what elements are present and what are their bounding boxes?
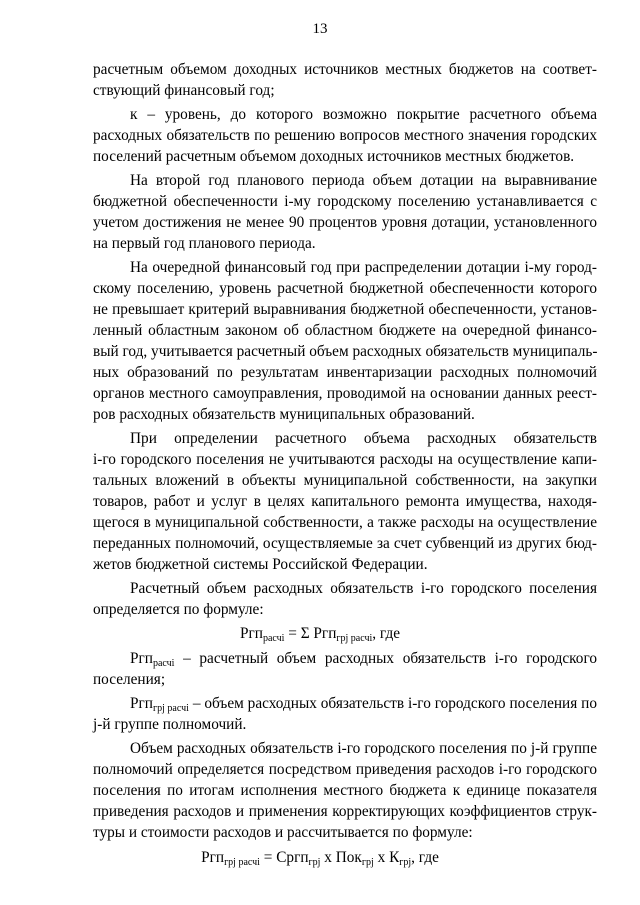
formula-term: x Пок [320, 849, 362, 866]
definition-symbol: Ргп [130, 650, 153, 667]
text-line: ствующий финансовый год; [93, 82, 275, 99]
text-line: поселений расчетным объемом доходных источников местных бюджетов. [93, 148, 575, 165]
text-line: не превышает критерий выравнивания бюджетной обеспеченности, установ- [93, 301, 597, 318]
text-line: поселения; [93, 671, 166, 688]
text-line: определяется по формуле: [93, 601, 264, 618]
definition-1 [130, 649, 597, 669]
formula-subscript: грj [361, 857, 374, 868]
formula-subscript: грj [399, 857, 412, 868]
text-line: бюджетной обеспеченности i-му городскому поселению устанавливается с [93, 193, 597, 210]
formula-subscript: грj расчi [224, 857, 260, 868]
text-line: органов местного самоуправления, проводимой на основании данных реест- [93, 385, 597, 402]
text-line: товаров, работ и услуг в целях капитального ремонта имущества, находя- [93, 493, 597, 510]
text-line: учетом достижения не менее 90 процентов уровня дотации, установленного [93, 214, 597, 231]
definition-text: – объем расходных обязательств i-го городского поселения по [192, 695, 597, 712]
text-line: ных образований по результатам инвентаризации расходных полномочий [93, 364, 597, 381]
text-line: щегося в муниципальной собственности, а также расходы на осуществление [93, 514, 597, 531]
text-line: ров расходных обязательств муниципальных образований. [93, 406, 475, 423]
formula-symbol: Ргп [239, 625, 263, 642]
formula-tail: , где [372, 625, 401, 642]
definition-subscript: грj расчi [152, 703, 189, 714]
text-line: поселения по итогам исполнения местного бюджета к единице показателя [93, 782, 597, 799]
definition-subscript: расчi [152, 658, 175, 669]
text-line: На второй год планового периода объем дотации на выравнивание [130, 172, 597, 189]
text-line: полномочий определяется посредством приведения расходов i-го городского [93, 761, 597, 778]
text-line: на первый год планового периода. [93, 235, 316, 252]
formula-symbol: Ргп [201, 849, 225, 866]
text-line: тальных вложений в объекты муниципальной собственности, на закупки [93, 472, 597, 489]
text-line: жетов бюджетной системы Российской Федерации. [93, 556, 428, 573]
definition-symbol: Ргп [130, 695, 153, 712]
text-line: Расчетный объем расходных обязательств i-го городского поселения [130, 580, 597, 597]
text-line: расчетным объемом доходных источников местных бюджетов на соответ- [93, 61, 597, 78]
formula-subscript: грj расчi [336, 633, 373, 644]
text-line: Объем расходных обязательств i-го городского поселения по j-й группе [130, 740, 597, 757]
text-line: скому поселению, уровень расчетной бюджетной обеспеченности которого [93, 280, 597, 297]
formula-subscript: расчi [262, 633, 285, 644]
text-line: вый год, учитывается расчетный объем расходных обязательств муниципаль- [93, 343, 598, 360]
formula-operator: = Σ Ргп [284, 625, 337, 642]
page-number: 13 [312, 21, 328, 37]
text-line: переданных полномочий, осуществляемые за счет субвенций из других бюд- [93, 535, 597, 552]
definition-text: – расчетный объем расходных обязательств i-го городского [183, 650, 597, 667]
text-line: i-го городского поселения не учитываются расходы на осуществление капи- [93, 451, 597, 468]
text-line: j-й группе полномочий. [93, 716, 247, 733]
formula-tail: , где [411, 849, 439, 866]
text-line: расходных обязательств по решению вопросов местного значения городских [93, 127, 597, 144]
text-line: ленный областным законом об областном бюджете на очередной финансо- [93, 322, 597, 339]
formula-term: = Сргп [259, 849, 309, 866]
text-line: туры и стоимости расходов и рассчитывается по формуле: [93, 824, 473, 841]
formula-subscript: грj [308, 857, 321, 868]
text-line: При определении расчетного объема расходных обязательств [130, 430, 597, 447]
formula-2 [0, 848, 640, 868]
text-line: к – уровень, до которого возможно покрытие расчетного объема [130, 106, 597, 123]
formula-1 [0, 624, 640, 644]
formula-term: x К [373, 849, 400, 866]
definition-2 [130, 694, 597, 714]
text-line: приведения расходов и применения корректирующих коэффициентов струк- [93, 803, 597, 820]
text-line: На очередной финансовый год при распределении дотации i-му город- [130, 259, 597, 276]
